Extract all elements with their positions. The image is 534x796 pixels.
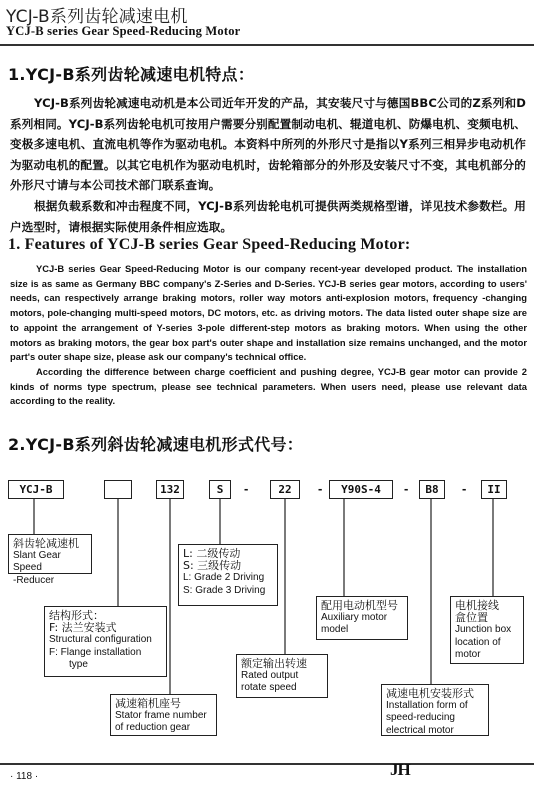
label-motor-en1: Auxiliary motor <box>321 612 388 624</box>
label-motor <box>316 596 408 640</box>
section1-paragraph-1: YCJ-B系列齿轮减速电动机是本公司近年开发的产品，其安装尺寸与德国BBC公司的Z系列和D系列相同。YCJ-B系列齿轮电机可按用户需要分别配置制动电机、辊道电机、防爆电机、变频电机、变极多速电机、直流电机等作为驱动电机。本资料中所列的外形尺寸是指以Y系列三相异步电动机作为驱动电机的配置。以其它电机作为驱动电机时，齿轮箱部分的外形及安装尺寸不变，其电机部分的外形尺寸请与本公司技术部门联系查询。 <box>10 96 526 193</box>
dash-1: - <box>244 481 249 496</box>
section1-heading: 1.YCJ-B系列齿轮减速电机特点： <box>8 65 255 84</box>
dash-3: - <box>404 481 409 496</box>
label-series <box>8 534 92 586</box>
section1-en-heading: 1. Features of YCJ-B series Gear Speed-Reducing Motor: <box>8 236 411 253</box>
label-series-en1: Slant Gear Speed <box>13 550 61 574</box>
label-structure-en2: F: Flange installation <box>49 646 142 658</box>
brand-logo: JH <box>390 760 410 779</box>
section1-en-paragraph-2: According the difference between charge coefficient and pushing degree, YCJ-B gear motor can provide 2 kinds of norms type spectrum, please see technical parameters. When users need, please use relevant data according to the reality. <box>10 365 527 407</box>
label-structure <box>44 606 167 677</box>
section1-en-paragraph-1: YCJ-B series Gear Speed-Reducing Motor is our company recent-year developed product. The installation size is as same as Germany BBC company's Z-Series and D-Series. YCJ-B series gear motors, according to users' needs, can respectively arrange braking motors, roller way motors anti-explosion motors, frequency -changing motors, pole-changing multi-speed motors, DC motors, etc. as driving motors. The data listed outer shape size are to appoint the arrangement of Y-series 3-pole different-step motors as braking motors. When using the other motors as braking motors, the gear box part's outer shape and installation size remains unchanged, and the motor part's outer shape size, please ask our company's technical office. <box>10 263 527 363</box>
code-box-frame: 132 <box>156 480 184 499</box>
label-structure-cn: 结构形式： <box>49 609 104 622</box>
footer-divider <box>0 763 534 765</box>
label-junction-cn2: 盒位置 <box>455 611 488 625</box>
label-speed <box>236 654 328 698</box>
label-stage-s-cn: S: 三级传动 <box>183 559 242 573</box>
header-title-cn: YCJ-B系列齿轮减速电机 <box>6 7 188 27</box>
header-title-en: YCJ-B series Gear Speed-Reducing Motor <box>6 24 241 38</box>
label-series-cn: 斜齿轮减速机 <box>13 537 79 550</box>
label-junction-en3: motor <box>455 648 481 660</box>
code-box-motor: Y90S-4 <box>329 480 393 499</box>
code-box-install: B8 <box>419 480 445 499</box>
label-motor-cn: 配用电动机型号 <box>321 599 398 612</box>
label-install-en1: Installation form of <box>386 700 468 712</box>
label-install-cn: 减速电机安装形式 <box>386 687 474 700</box>
label-junction-en2: location of <box>455 636 501 648</box>
section2-heading: 2.YCJ-B系列斜齿轮减速电机形式代号： <box>8 435 304 454</box>
label-frame-en2: of reduction gear <box>115 722 191 734</box>
label-speed-en1: Rated output <box>241 670 299 682</box>
label-stage-l-cn: L: 二级传动 <box>183 547 241 560</box>
label-series-en2: -Reducer <box>13 574 55 586</box>
label-speed-en2: rotate speed <box>241 682 297 694</box>
code-box-structure <box>104 480 132 499</box>
label-speed-cn: 额定输出转速 <box>241 657 307 670</box>
label-frame <box>110 694 217 736</box>
label-structure-en3: type <box>69 658 88 670</box>
label-structure-en1: Structural configuration <box>49 634 152 646</box>
page-number: · 118 · <box>10 771 39 782</box>
label-frame-cn: 减速箱机座号 <box>115 697 181 710</box>
dash-4: - <box>462 481 467 496</box>
section1-paragraph-2: 根据负载系数和冲击程度不同，YCJ-B系列齿轮电机可提供两类规格型谱，详见技术参数栏。用户选型时，请根据实际使用条件相应选取。 <box>10 198 526 234</box>
label-junction <box>450 596 524 664</box>
label-stage-l-en: L: Grade 2 Driving <box>183 572 265 584</box>
code-box-speed: 22 <box>270 480 300 499</box>
code-box-junction: II <box>481 480 507 499</box>
dash-2: - <box>318 481 323 496</box>
label-motor-en2: model <box>321 624 349 636</box>
label-install-en3: electrical motor <box>386 724 454 736</box>
label-install <box>381 684 489 736</box>
label-junction-en1: Junction box <box>455 624 512 636</box>
label-junction-cn1: 电机接线 <box>455 599 499 612</box>
code-box-stage: S <box>209 480 231 499</box>
label-structure-f-cn: F: 法兰安装式 <box>49 621 117 635</box>
label-install-en2: speed-reducing <box>386 712 455 724</box>
label-frame-en1: Stator frame number <box>115 710 207 722</box>
code-box-series: YCJ-B <box>8 480 64 499</box>
label-stage <box>178 544 278 606</box>
label-stage-s-en: S: Grade 3 Driving <box>183 584 266 596</box>
